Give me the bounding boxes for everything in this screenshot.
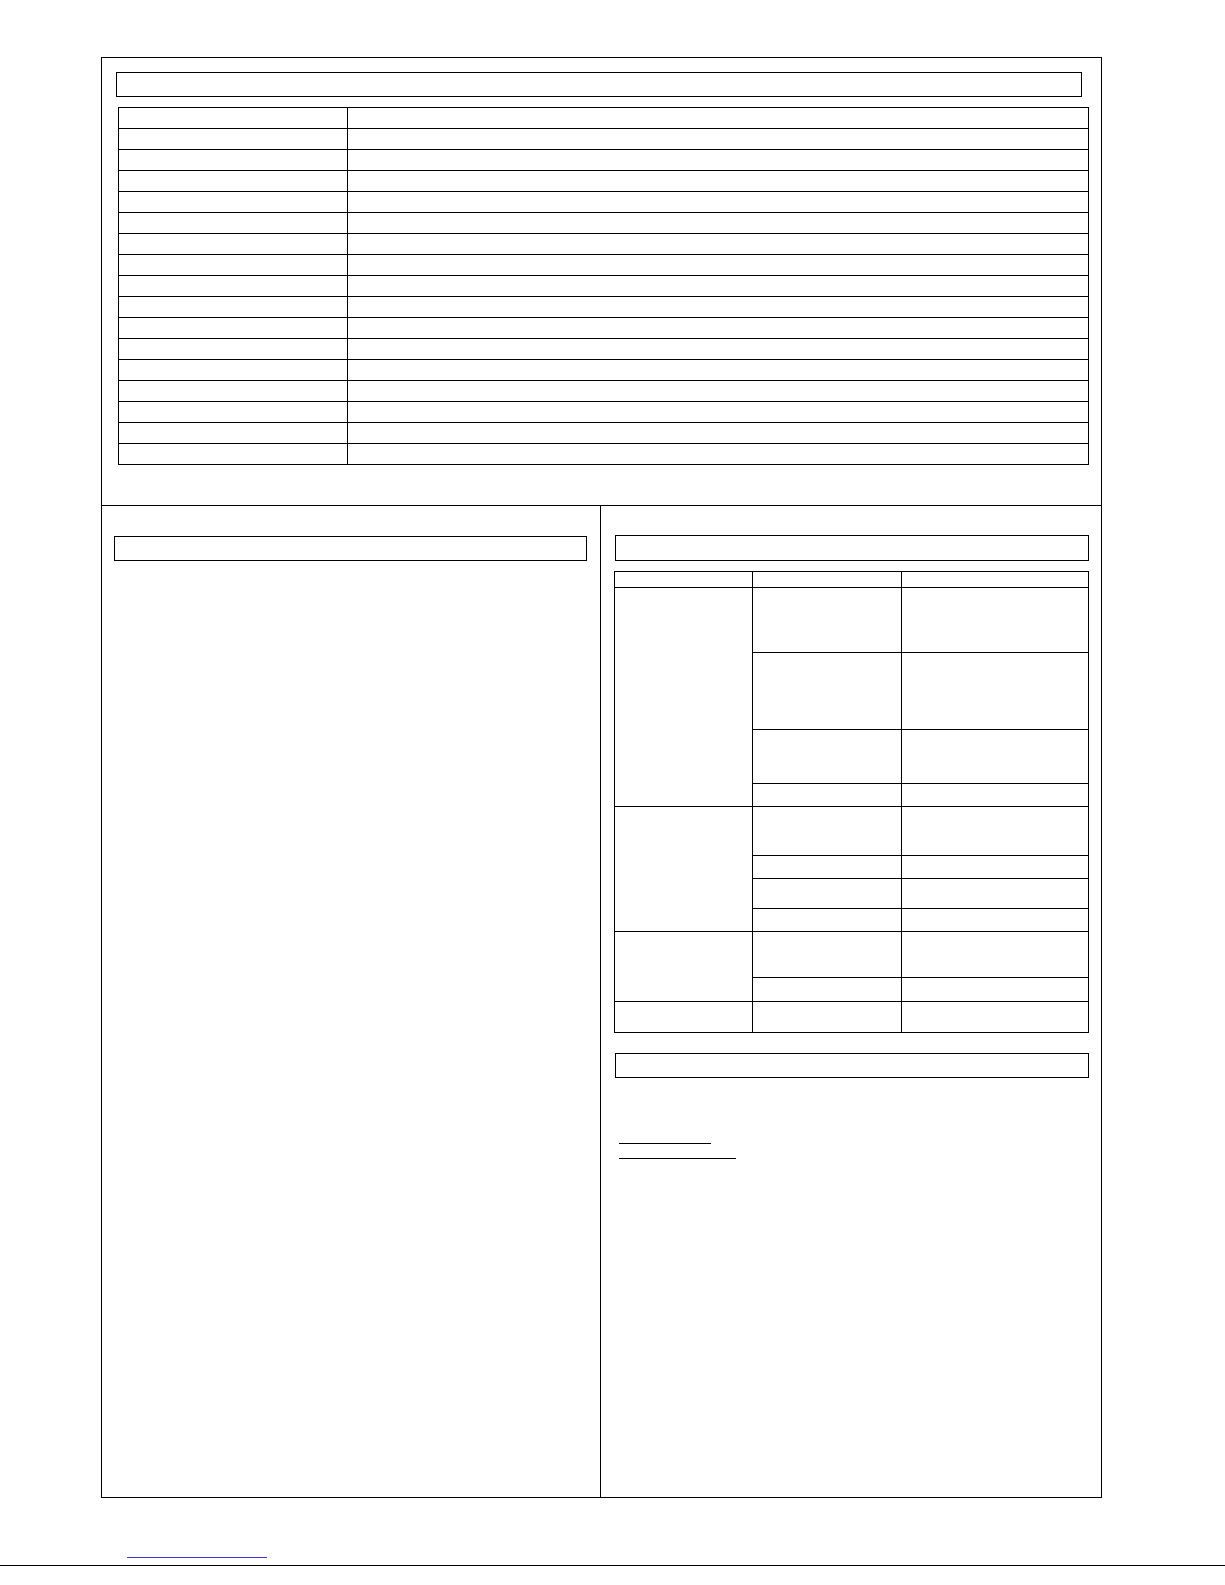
spec-row [119,276,1089,297]
spec-label-cell [119,108,348,129]
spec-row [119,360,1089,381]
spec-row [119,192,1089,213]
spec-label-cell [119,234,348,255]
spec-row [119,297,1089,318]
table-group-cell [615,1002,753,1033]
table-row [615,1002,1089,1033]
spec-label-cell [119,339,348,360]
spec-row [119,423,1089,444]
spec-value-cell [348,402,1089,423]
table-cell [902,856,1089,879]
spec-value-cell [348,444,1089,465]
spec-value-cell [348,129,1089,150]
underline-1 [619,1143,711,1144]
table-cell [752,653,902,730]
table-cell [752,978,902,1002]
table-row [615,588,1089,653]
spec-label-cell [119,213,348,234]
spec-label-cell [119,402,348,423]
table-cell [902,730,1089,784]
table-cell [752,784,902,807]
spec-label-cell [119,381,348,402]
spec-label-cell [119,423,348,444]
spec-value-cell [348,255,1089,276]
spec-value-cell [348,339,1089,360]
table-cell [902,784,1089,807]
table-group-cell [615,807,753,932]
spec-value-cell [348,297,1089,318]
spec-label-cell [119,255,348,276]
table-cell [902,1002,1089,1033]
spec-value-cell [348,108,1089,129]
table-cell [902,879,1089,909]
spec-row [119,402,1089,423]
table-row [615,932,1089,978]
spec-value-cell [348,234,1089,255]
right-section-title-box [615,535,1089,561]
table-cell [902,909,1089,932]
column-divider [600,505,601,1498]
table-cell [752,856,902,879]
table-cell [752,932,902,978]
spec-row [119,171,1089,192]
footer-link[interactable] [127,1557,267,1558]
underline-2 [619,1158,736,1159]
spec-value-cell [348,381,1089,402]
footer-rule [0,1565,1225,1566]
table-group-cell [615,588,753,807]
table-header-cell [615,572,753,588]
spec-label-cell [119,276,348,297]
spec-row [119,129,1089,150]
spec-label-cell [119,171,348,192]
table-cell [752,879,902,909]
spec-value-cell [348,213,1089,234]
spec-table [118,107,1089,465]
spec-label-cell [119,150,348,171]
spec-row [119,108,1089,129]
spec-value-cell [348,150,1089,171]
table-cell [752,730,902,784]
table-header-row [615,572,1089,588]
table-cell [902,807,1089,856]
table-cell [752,909,902,932]
spec-label-cell [119,318,348,339]
table-cell [902,932,1089,978]
spec-value-cell [348,318,1089,339]
spec-value-cell [348,276,1089,297]
spec-row [119,381,1089,402]
spec-value-cell [348,171,1089,192]
spec-row [119,150,1089,171]
spec-label-cell [119,129,348,150]
table-cell [902,653,1089,730]
table-cell [752,807,902,856]
table-cell [902,588,1089,653]
section-divider [101,505,1102,506]
table-cell [902,978,1089,1002]
table-header-cell [902,572,1089,588]
table-row [615,807,1089,856]
spec-value-cell [348,360,1089,381]
table-header-cell [752,572,902,588]
spec-row [119,339,1089,360]
spec-label-cell [119,360,348,381]
spec-section-title-box [116,72,1082,97]
spec-row [119,255,1089,276]
table-cell [752,588,902,653]
spec-value-cell [348,192,1089,213]
spec-row [119,213,1089,234]
spec-label-cell [119,192,348,213]
spec-label-cell [119,444,348,465]
table-group-cell [615,932,753,1002]
right-table [614,571,1089,1033]
spec-row [119,234,1089,255]
table-cell [752,1002,902,1033]
spec-label-cell [119,297,348,318]
left-section-title-box [114,536,587,561]
spec-value-cell [348,423,1089,444]
spec-row [119,318,1089,339]
right-second-title-box [615,1053,1089,1078]
spec-row [119,444,1089,465]
